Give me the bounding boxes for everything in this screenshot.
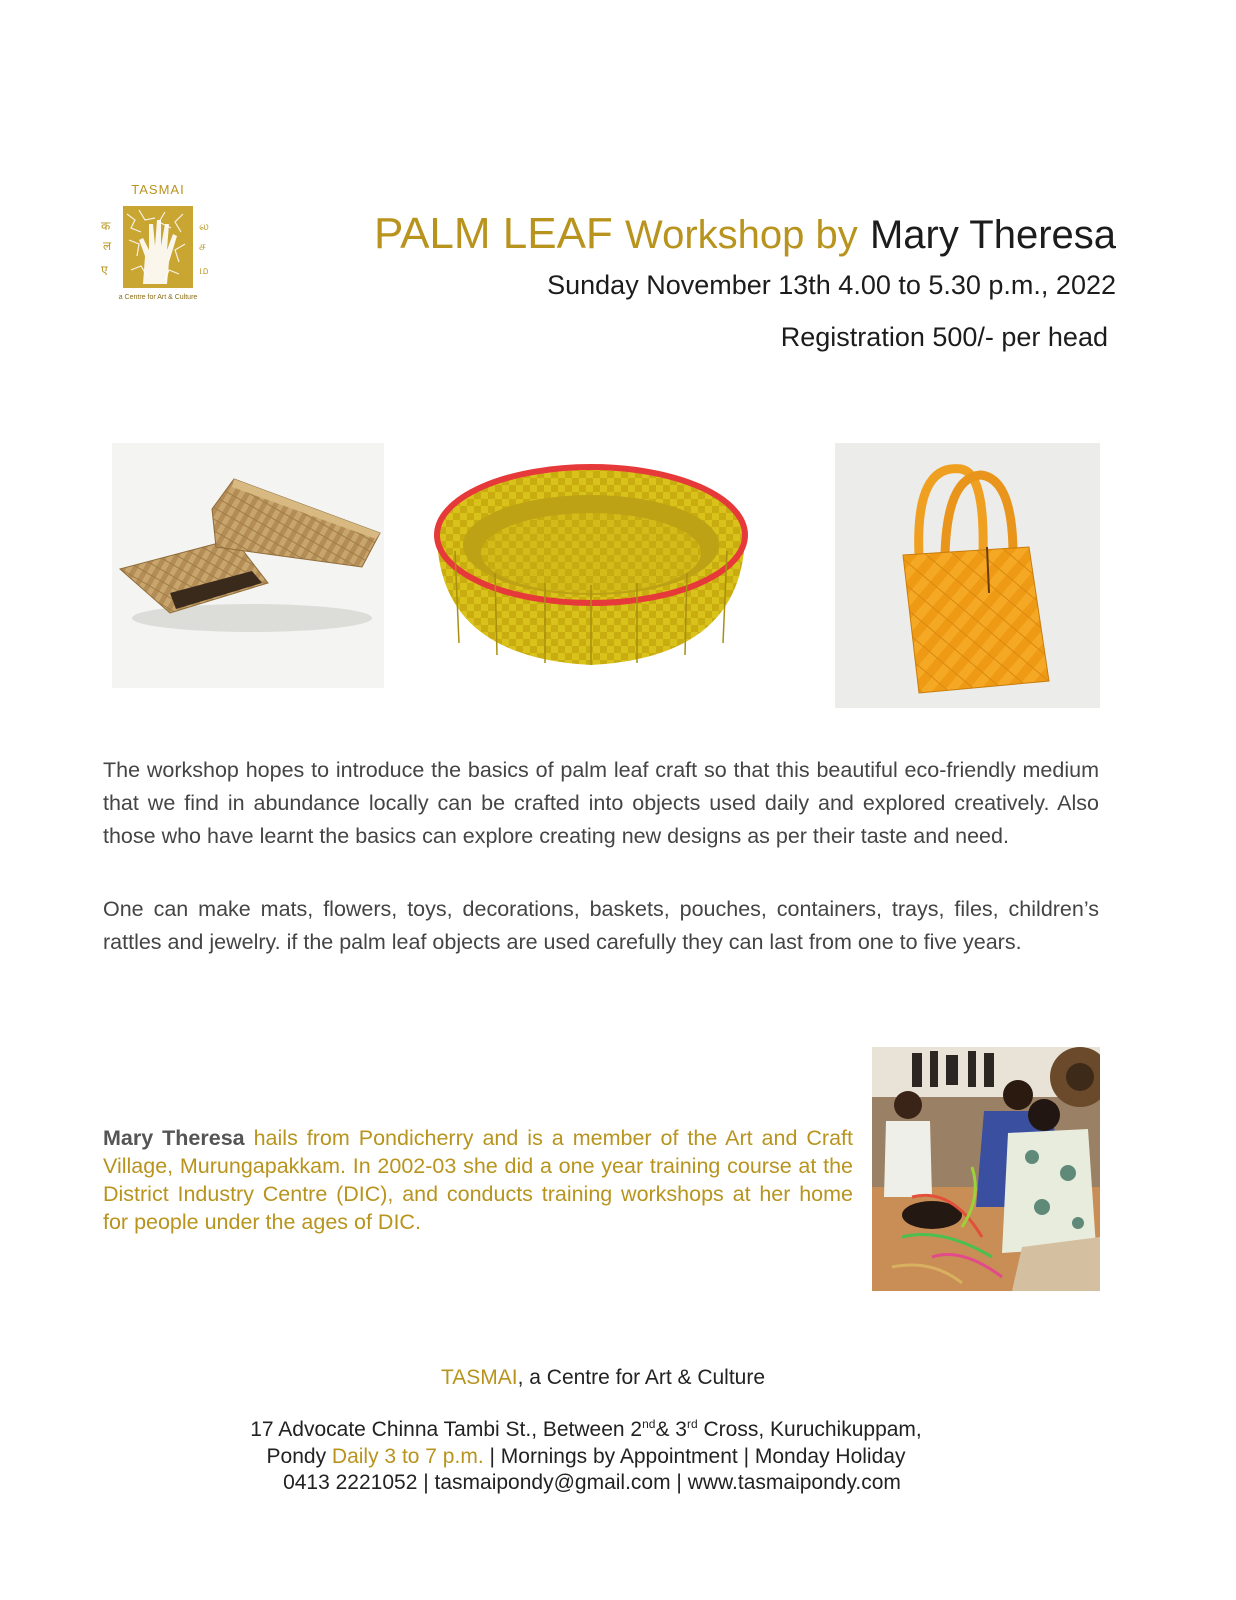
logo-tagline: a Centre for Art & Culture	[118, 294, 198, 301]
workshop-participants-photo	[872, 1047, 1100, 1291]
logo-name: TASMAI	[131, 182, 185, 197]
hours-daily: Daily 3 to 7 p.m.	[331, 1445, 484, 1468]
instructor-bio	[103, 1124, 853, 1236]
svg-text:क: क	[101, 219, 111, 233]
address-sup-nd: nd	[642, 1417, 656, 1431]
orange-palm-leaf-bag-photo	[835, 443, 1100, 708]
address-sup-rd: rd	[687, 1417, 698, 1431]
title-workshop-by: Workshop by	[625, 213, 858, 257]
svg-text:ச: ச	[199, 239, 206, 253]
title-instructor-name: Mary Theresa	[869, 213, 1116, 257]
footer-org-rest: , a Centre for Art & Culture	[517, 1366, 766, 1389]
address-part-a: 17 Advocate Chinna Tambi St., Between 2	[250, 1418, 643, 1441]
svg-text:ம: ம	[199, 263, 209, 277]
tasmai-logo	[95, 182, 221, 306]
address-part-b: & 3	[655, 1418, 687, 1441]
bio-name: Mary Theresa	[103, 1126, 245, 1150]
hours-part-a: Pondy	[266, 1445, 332, 1468]
workshop-date: Sunday November 13th 4.00 to 5.30 p.m., 2022	[547, 270, 1116, 300]
hours-part-c: | Mornings by Appointment | Monday Holiday	[483, 1445, 906, 1468]
title-palm-leaf: PALM LEAF	[373, 209, 613, 258]
svg-text:ए: ए	[101, 263, 108, 277]
footer-address	[0, 1417, 1204, 1442]
footer-hours	[0, 1445, 1204, 1469]
description-paragraph-2: One can make mats, flowers, toys, decorations, baskets, pouches, containers, trays, files, children’s rattles and jewelry. if the palm leaf objects are used carefully they can last from one to five years.	[103, 897, 1099, 954]
logo-hand-emblem-icon	[95, 200, 221, 294]
footer-org-name: TASMAI	[440, 1366, 518, 1389]
yellow-palm-leaf-basket-photo	[425, 443, 758, 688]
palm-leaf-pouch-photo	[112, 443, 384, 688]
svg-text:ल: ल	[103, 239, 112, 253]
description-paragraph-1: The workshop hopes to introduce the basics of palm leaf craft so that this beautiful eco-friendly medium that we find in abundance locally can be crafted into objects used daily and explored creatively. Also those who have learnt the basics can explore creating new designs as per their taste and need.	[103, 758, 1099, 848]
registration-fee: Registration 500/- per head	[780, 322, 1108, 352]
svg-text:ல: ல	[199, 219, 209, 233]
bio-text: hails from Pondicherry and is a member of the Art and Craft Village, Murungapakkam. In 2002-03 she did a one year training course at the District Industry Centre (DIC), and conducts training workshops at her home for people under the ages of DIC.	[103, 1126, 853, 1234]
address-part-c: Cross, Kuruchikuppam,	[697, 1418, 922, 1441]
footer-org	[0, 1366, 1221, 1390]
workshop-title	[374, 209, 1116, 259]
footer-contact: 0413 2221052 | tasmaipondy@gmail.com | www.tasmaipondy.com	[283, 1471, 901, 1494]
